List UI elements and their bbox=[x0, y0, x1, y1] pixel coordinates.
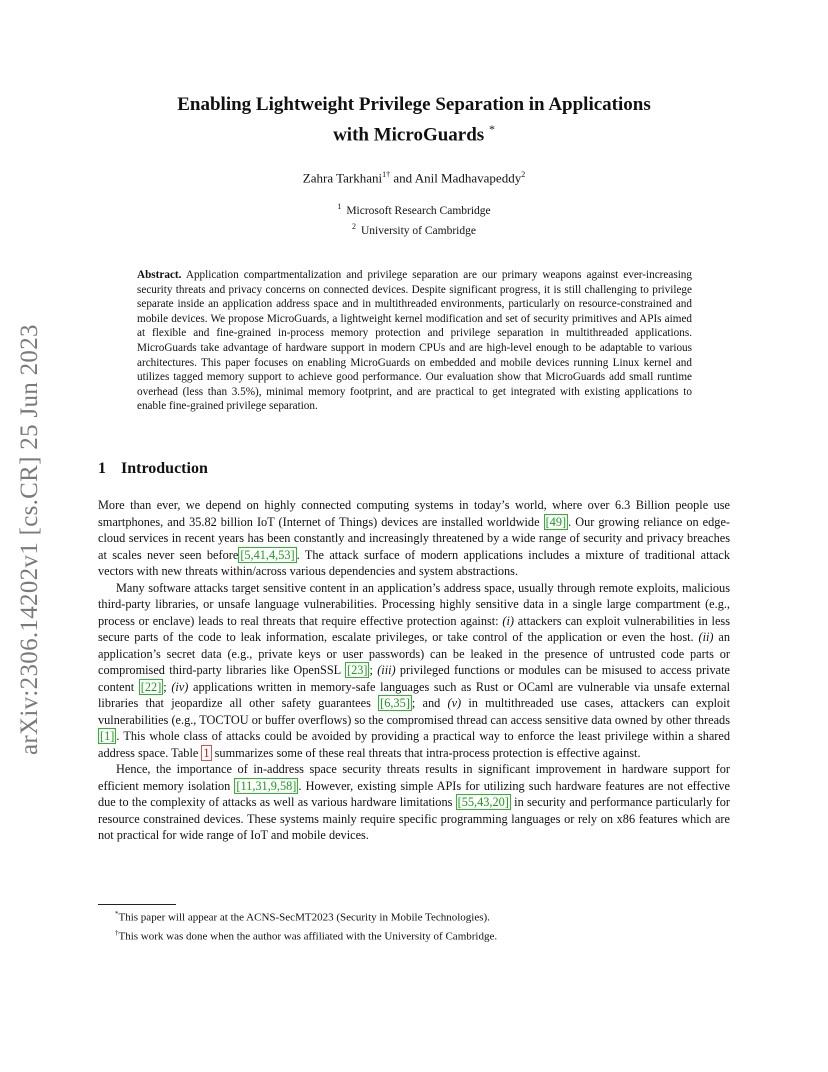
paper-title bbox=[98, 92, 730, 147]
citation-link[interactable]: [1] bbox=[100, 729, 115, 743]
author-conjunction: and bbox=[390, 170, 415, 186]
text-run: . However, existing simple APIs for utilizing such hardware features are not effective due to the complexity of attacks as well as various hardware limitations bbox=[98, 778, 731, 809]
enumeration-label: (i) bbox=[502, 613, 514, 628]
affiliation-1-name: Microsoft Research Cambridge bbox=[346, 204, 491, 217]
footnote-1-mark: * bbox=[115, 910, 119, 918]
text-run: ; bbox=[369, 663, 378, 677]
affiliation-2-name: University of Cambridge bbox=[361, 224, 476, 237]
author-2-affiliation-mark: 2 bbox=[521, 170, 526, 179]
footnote-1-text: This paper will appear at the ACNS-SecMT2023 (Security in Mobile Technologies). bbox=[118, 911, 490, 924]
text-run: summarizes some of these real threats that intra-process protection is effective against. bbox=[211, 745, 641, 760]
text-run: applications written in memory-safe languages such as Rust or OCaml are vulnerable via unsafe external libraries that jeopardize all other safety guarantees bbox=[98, 679, 730, 710]
citation-link[interactable]: [5,41,4,53] bbox=[240, 547, 295, 562]
citation-link[interactable]: [23] bbox=[346, 663, 368, 677]
citation-link[interactable]: [6,35] bbox=[380, 696, 410, 710]
abstract-label: Abstract. bbox=[137, 269, 182, 281]
arxiv-identifier-stamp: arXiv:2306.14202v1 [cs.CR] 25 Jun 2023 bbox=[16, 324, 43, 755]
citation-link[interactable]: [11,31,9,58] bbox=[236, 778, 297, 793]
footnote-2-mark: † bbox=[115, 928, 119, 937]
abstract bbox=[137, 268, 692, 414]
section-title: Introduction bbox=[121, 460, 208, 477]
footnote-2-text: This work was done when the author was affiliated with the University of Cambridge. bbox=[118, 930, 498, 943]
title-line-2-text: with MicroGuards bbox=[333, 124, 485, 146]
text-run: More than ever, we depend on highly connected computing systems in today’s world, where over 6.3 Billion people use smartphones, and 35.82 billion IoT (Internet of Things) devices are installed worldwide bbox=[98, 498, 730, 529]
footnote-2 bbox=[115, 926, 730, 945]
enumeration-label: (ii) bbox=[698, 630, 714, 644]
text-run: privileged functions or modules can be misused to access private content bbox=[98, 663, 730, 694]
author-2: Anil Madhavapeddy bbox=[414, 170, 522, 186]
enumeration-label: (iii) bbox=[377, 663, 396, 677]
text-run: . The attack surface of modern applications includes a mixture of traditional attack vectors with new threats within/across various dependencies and system abstractions. bbox=[98, 547, 731, 578]
section-number: 1 bbox=[98, 460, 106, 477]
text-run: an application’s secret data (e.g., private keys or user passwords) can be leaked in the presence of untrusted code parts or compromised third-party libraries like OpenSSL bbox=[98, 630, 730, 677]
author-1-affiliation-mark: 1† bbox=[382, 170, 391, 179]
enumeration-label: (v) bbox=[447, 696, 462, 710]
affiliation-1-mark: 1 bbox=[337, 202, 342, 211]
citation-link[interactable]: [49] bbox=[545, 514, 567, 529]
text-run: in multithreaded use cases, attackers can exploit vulnerabilities (e.g., TOCTOU or buffer overflows) so the compromised thread can access sensitive data owned by other threads bbox=[98, 696, 730, 727]
table-reference-link[interactable]: 1 bbox=[203, 745, 210, 760]
title-line-2 bbox=[98, 117, 730, 147]
citation-link[interactable]: [22] bbox=[140, 679, 162, 694]
text-run: Hence, the importance of in-address space security threats results in significant improvement in hardware support for efficient memory isolation bbox=[98, 762, 730, 793]
section-heading bbox=[98, 460, 208, 478]
author-1: Zahra Tarkhani bbox=[302, 170, 383, 186]
paragraph-3 bbox=[98, 761, 730, 844]
text-run: ; and bbox=[411, 696, 448, 710]
affiliation-2 bbox=[98, 219, 730, 239]
affiliation-2-mark: 2 bbox=[352, 221, 356, 231]
title-line-1: Enabling Lightweight Privilege Separation in Applications bbox=[177, 94, 651, 115]
text-run: . This whole class of attacks could be avoided by providing a practical way to enforce the least privilege within a shared address space. Table bbox=[98, 729, 730, 760]
paragraph-1 bbox=[98, 497, 730, 580]
enumeration-label: (iv) bbox=[171, 679, 189, 694]
footnotes bbox=[115, 907, 730, 944]
affiliation-1 bbox=[98, 199, 730, 219]
footnote-1 bbox=[115, 907, 730, 926]
title-footnote-mark: * bbox=[488, 122, 495, 136]
body-text bbox=[98, 497, 730, 844]
text-run: in security and performance particularly for resource constrained devices. These systems mainly require specific programming languages or rely on x86 features which are not practical for wide range of IoT and mobile devices. bbox=[98, 795, 730, 842]
author-list bbox=[98, 170, 730, 186]
text-run: Many software attacks target sensitive content in an application’s address space, usually through remote exploits, malicious third-party libraries, or unsafe language vulnerabilities. Processing highly sensitive data in a single large compartment (e.g., process or enclave) leads to real threats that require effective protection against: bbox=[98, 580, 730, 628]
footnote-rule bbox=[98, 904, 176, 905]
text-run: . Our growing reliance on edge-cloud services in recent years has been constantly and increasingly threatened by a wide range of security and privacy breaches at scales never seen before bbox=[98, 514, 730, 562]
affiliations bbox=[98, 199, 730, 239]
paragraph-2 bbox=[98, 580, 730, 762]
text-run: ; bbox=[163, 679, 172, 694]
citation-link[interactable]: [55,43,20] bbox=[457, 795, 509, 809]
text-run: attackers can exploit vulnerabilities in less secure parts of the code to leak information, escalate privileges, or take control of the application or even the host. bbox=[98, 613, 730, 644]
abstract-text: Application compartmentalization and privilege separation are our primary weapons against ever-increasing security threats and privacy concerns on connected devices. Despite significant progress, it is still challenging to privilege separate inside an application address space and in multithreaded environments, particularly on resource-constrained and mobile devices. We propose MicroGuards, a lightweight kernel modification and set of security primitives and APIs aimed at flexible and fine-grained in-process memory protection and privilege separation in multithreaded applications. MicroGuards take advantage of hardware support in modern CPUs and are high-level enough to be adaptable to various architectures. This paper focuses on enabling MicroGuards on embedded and mobile devices running Linux kernel and utilizes tagged memory support to achieve good performance. Our evaluation show that MicroGuards add small runtime overhead (less than 3.5%), minimal memory footprint, and are practical to get integrated with existing applications to enable fine-grained privilege separation. bbox=[137, 269, 692, 413]
